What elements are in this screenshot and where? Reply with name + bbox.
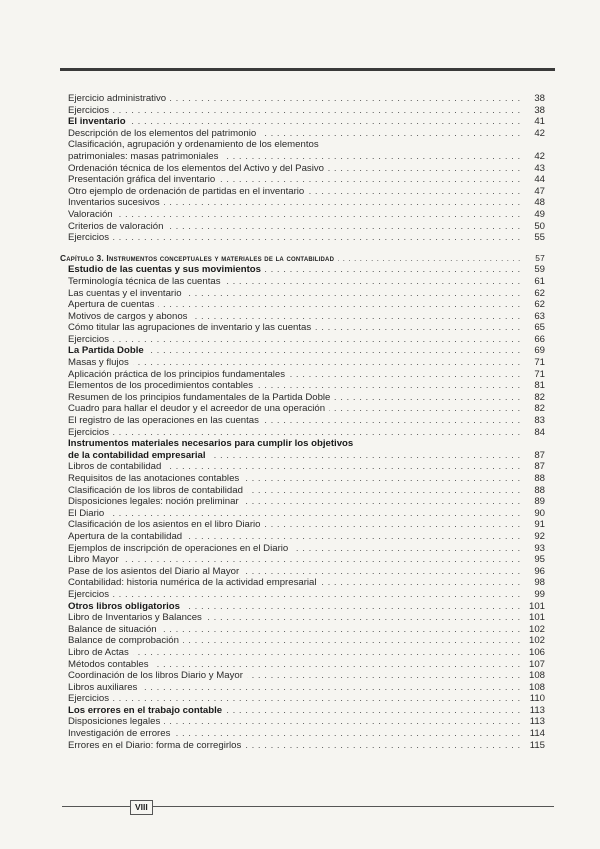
toc-entry-title: Disposiciones legales [68,716,164,727]
toc-entry-title: Cuadro para hallar el deudor y el acreedor de una operación [68,403,329,414]
toc-entry [68,186,545,198]
toc-entry-page: 82 [523,392,545,404]
toc-entry-title: Libro de Inventarios y Balances [68,612,206,623]
toc-entry-title: Ejercicios [68,427,113,438]
toc-entry-title: Balance de situación [68,624,161,635]
toc-entry-page: 92 [523,531,545,543]
toc-entry [68,357,545,369]
toc-entry-title: Ordenación técnica de los elementos del Activo y del Pasivo [68,163,328,174]
toc-entry-title: Cómo titular las agrupaciones de inventario y las cuentas [68,322,315,333]
toc-entry-title: Clasificación, agrupación y ordenamiento de los elementos [68,139,323,150]
toc-entry-page: 42 [523,151,545,163]
toc-entry-page: 55 [523,232,545,244]
toc-entry [68,232,545,244]
toc-entry-page: 87 [523,450,545,462]
toc-entry [68,705,545,717]
toc-entry-title: Investigación de errores [68,728,174,739]
toc-entry-page: 96 [523,566,545,578]
toc-entry-title: Libros auxiliares [68,682,141,693]
toc-entry-page: 59 [523,264,545,276]
toc-entry-title: Motivos de cargos y abonos [68,311,191,322]
toc-entry-title: Elementos de los procedimientos contables [68,380,257,391]
toc-entry-title: Apertura de la contabilidad [68,531,186,542]
toc-entry [68,264,545,276]
toc-entry-title: Otros libros obligatorios [68,601,184,612]
toc-entry-page: 108 [523,682,545,694]
toc-entry [68,380,545,392]
toc-entry [68,128,545,140]
toc-entry-page: 49 [523,209,545,221]
section-gap [68,244,545,253]
toc-entry-title: Descripción de los elementos del patrimonio [68,128,260,139]
toc-entry [68,543,545,555]
toc-entry-title: Requisitos de las anotaciones contables [68,473,243,484]
toc-entry-title: Instrumentos materiales necesarios para cumplir los objetivos [68,438,357,449]
toc-entry-title: Pase de los asientos del Diario al Mayor [68,566,243,577]
toc-entry-title: Balance de comprobación [68,635,183,646]
toc-entry-page: 66 [523,334,545,346]
toc-entry-page: 93 [523,543,545,555]
toc-entry [68,276,545,288]
toc-entry [68,682,545,694]
toc-entry-title: Clasificación de los asientos en el libro Diario [68,519,265,530]
toc-entry [68,566,545,578]
toc-entry-page: 87 [523,461,545,473]
toc-entry-page: 81 [523,380,545,392]
toc-section-inventario [68,93,545,244]
toc-entry [68,392,545,404]
toc-entry-title: Libros de contabilidad [68,461,165,472]
toc-entry-page: 102 [523,635,545,647]
toc-entry-title: Terminología técnica de las cuentas [68,276,225,287]
toc-entry-page: 50 [523,221,545,233]
toc-entry-page: 99 [523,589,545,601]
toc-entry-page: 88 [523,485,545,497]
toc-entry [68,589,545,601]
chapter-title: Capítulo 3. Instrumentos conceptuales y materiales de la contabilidad [60,253,338,263]
toc-entry [68,369,545,381]
toc-entry-page: 82 [523,403,545,415]
toc-entry-title: Ejercicios [68,232,113,243]
toc-entry-title: patrimoniales: masas patrimoniales [68,151,222,162]
toc-entry-title: Errores en el Diario: forma de corregirlos [68,740,245,751]
toc-entry-title: Estudio de las cuentas y sus movimientos [68,264,265,275]
toc-entry-title: Ejercicio administrativo [68,93,170,104]
toc-entry-title: Otro ejemplo de ordenación de partidas en el inventario [68,186,308,197]
toc-entry-page: 43 [523,163,545,175]
toc-entry-title: Masas y flujos [68,357,133,368]
toc-entry-page: 62 [523,288,545,300]
toc-entry [68,209,545,221]
toc-entry [68,427,545,439]
toc-entry [68,163,545,175]
toc-entry [68,612,545,624]
toc-entry-title: Disposiciones legales: noción preliminar [68,496,243,507]
toc-entry-title: Criterios de valoración [68,221,167,232]
toc-entry-title: Los errores en el trabajo contable [68,705,226,716]
toc-entry-page: 113 [523,705,545,717]
toc-entry-title: Contabilidad: historia numérica de la actividad empresarial [68,577,321,588]
toc-entry [68,635,545,647]
toc-entry-title: Ejercicios [68,589,113,600]
toc-entry-page: 61 [523,276,545,288]
toc-entry-page: 98 [523,577,545,589]
toc-entry [68,624,545,636]
toc-entry-page: 38 [523,93,545,105]
toc-entry-page: 47 [523,186,545,198]
toc-entry [68,450,545,462]
header-rule [60,68,555,71]
toc-entry-page: 89 [523,496,545,508]
toc-entry-page: 88 [523,473,545,485]
toc-entry-page: 108 [523,670,545,682]
toc-entry [68,693,545,705]
toc-entry-page: 69 [523,345,545,357]
toc-entry [68,105,545,117]
chapter-heading [60,253,545,265]
toc-entry-page: 115 [523,740,545,752]
toc-entry [68,531,545,543]
toc-entry [68,740,545,752]
toc-entry-title: El Diario [68,508,108,519]
toc-entry-title: El inventario [68,116,130,127]
toc-entry-page: 63 [523,311,545,323]
toc-entry [68,647,545,659]
toc-entry [68,415,545,427]
toc-entry-title: Libro Mayor [68,554,123,565]
toc-entry-title: Libro de Actas [68,647,133,658]
page-number: VIII [130,800,153,815]
toc-entry-title: Aplicación práctica de los principios fundamentales [68,369,289,380]
toc-entry [68,299,545,311]
toc-entry-title: de la contabilidad empresarial [68,450,210,461]
toc-entry-page: 48 [523,197,545,209]
toc-entry-page: 90 [523,508,545,520]
table-of-contents [60,93,545,751]
toc-entry-title: Inventarios sucesivos [68,197,164,208]
toc-entry-page: 42 [523,128,545,140]
toc-entry-title: Apertura de cuentas [68,299,158,310]
toc-entry-title: La Partida Doble [68,345,148,356]
toc-entry-page: 101 [523,601,545,613]
toc-entry [68,288,545,300]
toc-entry [68,322,545,334]
toc-entry-page: 62 [523,299,545,311]
toc-entry-title: Resumen de los principios fundamentales de la Partida Doble [68,392,334,403]
toc-entry-page: 65 [523,322,545,334]
toc-entry-title: El registro de las operaciones en las cuentas [68,415,263,426]
toc-entry [68,554,545,566]
toc-entry [68,577,545,589]
toc-entry [68,473,545,485]
toc-entry-title: Las cuentas y el inventario [68,288,186,299]
toc-entry-page: 114 [523,728,545,740]
toc-entry [68,403,545,415]
toc-entry [68,139,545,151]
toc-entry-page: 71 [523,357,545,369]
toc-entry [68,93,545,105]
toc-entry-page: 41 [523,116,545,128]
toc-entry [68,345,545,357]
toc-entry-page: 44 [523,174,545,186]
toc-section-chapter-3 [68,264,545,751]
toc-entry-title: Valoración [68,209,117,220]
toc-entry-page: 102 [523,624,545,636]
toc-entry-page: 91 [523,519,545,531]
toc-entry [68,508,545,520]
toc-entry [68,716,545,728]
toc-entry [68,496,545,508]
toc-entry-title: Métodos contables [68,659,153,670]
page-footer [62,800,554,814]
toc-entry-page: 38 [523,105,545,117]
toc-entry-page: 106 [523,647,545,659]
toc-entry-title: Ejemplos de inscripción de operaciones en el Diario [68,543,292,554]
toc-entry-page: 84 [523,427,545,439]
toc-entry [68,461,545,473]
toc-entry-title: Ejercicios [68,334,113,345]
toc-entry-title: Coordinación de los libros Diario y Mayor [68,670,247,681]
toc-entry [68,221,545,233]
toc-entry-page: 95 [523,554,545,566]
toc-entry [68,519,545,531]
toc-entry-page: 107 [523,659,545,671]
toc-entry [68,438,545,450]
toc-entry [68,670,545,682]
toc-entry [68,197,545,209]
toc-entry [68,311,545,323]
toc-entry-title: Ejercicios [68,693,113,704]
toc-entry [68,485,545,497]
toc-entry [68,116,545,128]
toc-entry-page: 110 [523,693,545,705]
toc-entry [68,151,545,163]
toc-entry-title: Presentación gráfica del inventario [68,174,219,185]
toc-entry-page: 71 [523,369,545,381]
toc-entry [68,601,545,613]
toc-entry-title: Ejercicios [68,105,113,116]
toc-entry [68,334,545,346]
toc-entry-title: Clasificación de los libros de contabilidad [68,485,247,496]
toc-entry [68,659,545,671]
toc-entry-page: 101 [523,612,545,624]
toc-entry-page: 113 [523,716,545,728]
chapter-page: 57 [523,253,545,265]
toc-entry-page: 83 [523,415,545,427]
toc-entry [68,174,545,186]
toc-entry [68,728,545,740]
